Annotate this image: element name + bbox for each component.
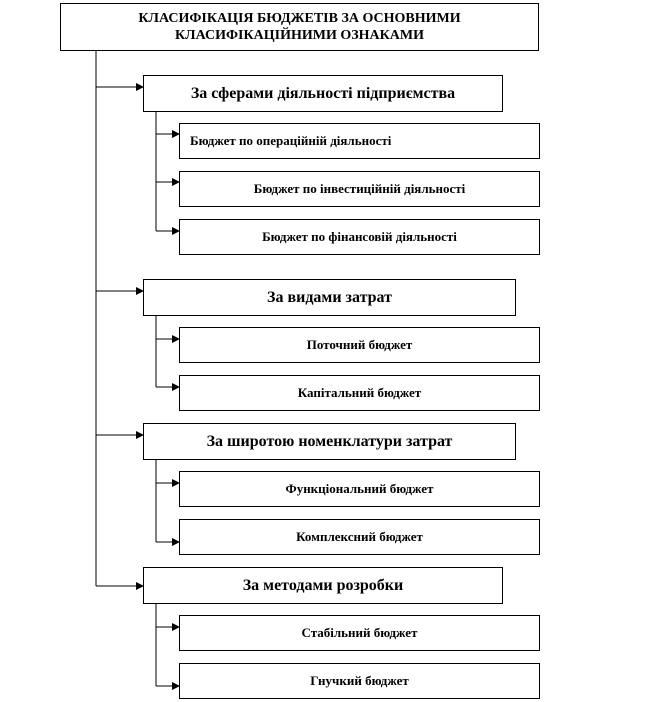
item-functional-budget: Функціональний бюджет [179,471,540,507]
item-complex-budget: Комплексний бюджет [179,519,540,555]
item-capital-budget: Капітальний бюджет [179,375,540,411]
category-spheres: За сферами діяльності підприємства [143,75,503,112]
item-stable-budget: Стабільний бюджет [179,615,540,651]
category-development-methods: За методами розробки [143,567,503,604]
item-operational-budget: Бюджет по операційній діяльності [179,123,540,159]
item-investment-budget: Бюджет по інвестиційній діяльності [179,171,540,207]
item-financial-budget: Бюджет по фінансовій діяльності [179,219,540,255]
category-cost-types: За видами затрат [143,279,516,316]
item-flexible-budget: Гнучкий бюджет [179,663,540,699]
category-cost-range: За широтою номенклатури затрат [143,423,516,460]
diagram-title: КЛАСИФІКАЦІЯ БЮДЖЕТІВ ЗА ОСНОВНИМИ КЛАСИФІКАЦІЙНИМИ ОЗНАКАМИ [60,3,539,51]
item-current-budget: Поточний бюджет [179,327,540,363]
